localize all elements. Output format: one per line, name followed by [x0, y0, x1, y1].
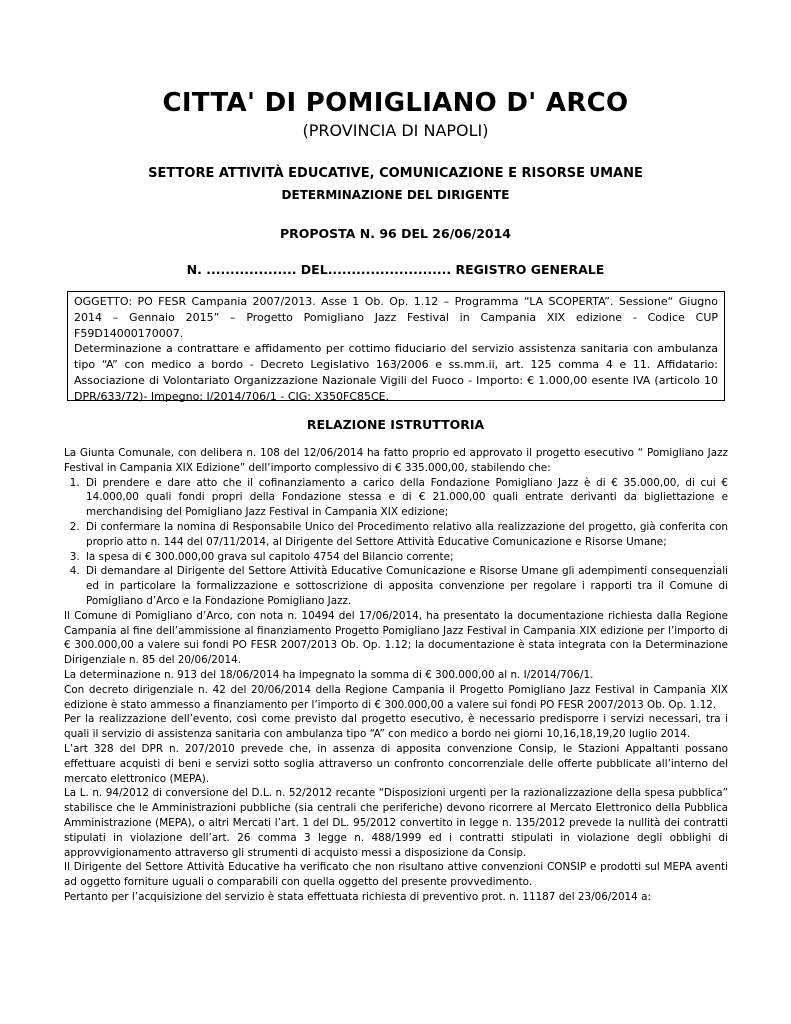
subject-box: [67, 291, 725, 401]
province-subtitle: (PROVINCIA DI NAPOLI): [302, 121, 489, 140]
intro-paragraph: La Giunta Comunale, con delibera n. 108 del 12/06/2014 ha fatto proprio ed approvato il progetto esecutivo “ Pomigliano Jazz Festival in Campania XIX Edizione” dell’importo complessivo di € 335.000,00, stabilendo che:: [64, 447, 728, 474]
determination-text: Determinazione a contrattare e affidamento per cottimo fiduciario del servizio assistenza sanitaria con ambulanza tipo “A” con medico a bordo - Decreto Legislativo 163/2006 e ss.mm.ii, art. 125 comma 4 e 11. Affidatario: Associazione di Volontariato Organizzazione Nazionale Vigili del Fuoco - Importo: € 1.000,00 esente IVA (articolo 10 DPR/633/72)- Impegno: I/2014/706/1 - CIG: X350FC85CE.: [74, 342, 718, 403]
body-paragraph: La determinazione n. 913 del 18/06/2014 ha impegnato la somma di € 300.000,00 al n. I/2014/706/1.: [64, 668, 594, 681]
city-title: CITTA' DI POMIGLIANO D' ARCO: [162, 88, 629, 118]
list-item: 4. Di demandare al Dirigente del Settore Attività Educative Comunicazione e Risorse Umane gli adempimenti consequenziali ed in particolare la formalizzazione e sottoscrizione di apposita convenzione per regolare i rapporti tra il Comune di Pomigliano d’Arco e la Fondazione Pomigliano Jazz.: [83, 564, 728, 608]
body-paragraph: La L. n. 94/2012 di conversione del D.L. n. 52/2012 recante “Disposizioni urgenti per la razionalizzazione della spesa pubblica” stabilisce che le Amministrazioni pubbliche (sia centrali che periferiche) devono ricorrere al Mercato Elettronico della Pubblica Amministrazione (MEPA), o altri Mercati l’art. 1 del DL. 95/2012 convertito in legge n. 135/2012 prevede la nullità dei contratti stipulati in violazione dell’art. 26 comma 3 legge n. 488/1999 ed i contratti stipulati in violazione degli obblighi di approvvigionamento attraverso gli strumenti di acquisto messi a disposizione da Consip.: [64, 787, 728, 859]
body-paragraph: Per la realizzazione dell’evento, così come previsto dal progetto esecutivo, è necessario predisporre i servizi necessari, tra i quali il servizio di assistenza sanitaria con ambulanza tipo “A” con medico a bordo nei giorni 10,16,18,19,20 luglio 2014.: [64, 713, 728, 741]
decision-list: [64, 476, 728, 609]
report-body: [64, 446, 728, 905]
body-paragraph: L’art 328 del DPR n. 207/2010 prevede che, in assenza di apposita convenzione Consip, le Stazioni Appaltanti possano effettuare acquisti di beni e servizi sotto soglia attraverso un confronto concorrenziale delle offerte pubblicate all’interno del mercato elettronico (MEPA).: [64, 742, 728, 785]
list-item: 2. Di confermare la nomina di Responsabile Unico del Procedimento relativo alla realizzazione del progetto, già conferita con proprio atto n. 144 del 07/11/2014, al Dirigente del Settore Attività Educative Comunicazione e Risorse Umane;: [83, 520, 728, 550]
body-paragraph: Con decreto dirigenziale n. 42 del 20/06/2014 della Regione Campania il Progetto Pomigliano Jazz Festival in Campania XIX edizione è stato ammesso a finanziamento per l’importo di € 300.000,00 a valere sui fondi PO FESR 2007/2013 Ob. Op. 1.12.: [64, 683, 728, 711]
body-paragraph: Pertanto per l’acquisizione del servizio è stata effettuata richiesta di preventivo prot. n. 11187 del 23/06/2014 a:: [64, 890, 651, 903]
list-item: 1. Di prendere e dare atto che il cofinanziamento a carico della Fondazione Pomigliano Jazz è di € 35.000,00, di cui € 14.000,00 quali fondi propri della Fondazione stessa e di € 21.000,00 quali entrate derivanti da bigliettazione e merchandising del Pomigliano Jazz Festival in Campania XIX edizione;: [83, 476, 728, 520]
body-paragraph: Il Comune di Pomigliano d’Arco, con nota n. 10494 del 17/06/2014, ha presentato la documentazione richiesta dalla Regione Campania al fine dell’ammissione al finanziamento Progetto Pomigliano Jazz Festival in Campania XIX edizione per l’importo di € 300.000,00 a valere sui fondi PO FESR 2007/2013 Ob. Op. 1.12; la documentazione è stata integrata con la Determinazione Dirigenziale n. 85 del 20/06/2014.: [64, 609, 728, 667]
determination-heading: DETERMINAZIONE DEL DIRIGENTE: [281, 188, 510, 202]
body-paragraph: Il Dirigente del Settore Attività Educative ha verificato che non risultano attive convenzioni CONSIP e prodotti sul MEPA aventi ad oggetto forniture uguali o comparabili con quella oggetto del presente provvedimento.: [64, 861, 728, 889]
proposal-number: PROPOSTA N. 96 DEL 26/06/2014: [279, 226, 512, 241]
general-register-line: N. ................... DEL.......................... REGISTRO GENERALE: [186, 262, 605, 277]
subject-text: OGGETTO: PO FESR Campania 2007/2013. Asse 1 Ob. Op. 1.12 – Programma “LA SCOPERTA”. Sessione“ Giugno 2014 – Gennaio 2015” – Progetto Pomigliano Jazz Festival in Campania XIX edizione - Codice CUP F59D14000170007.: [74, 295, 718, 340]
list-item: 3. la spesa di € 300.000,00 grava sul capitolo 4754 del Bilancio corrente;: [83, 550, 728, 565]
sector-heading: SETTORE ATTIVITÀ EDUCATIVE, COMUNICAZIONE E RISORSE UMANE: [148, 166, 643, 181]
section-title: RELAZIONE ISTRUTTORIA: [306, 417, 485, 432]
